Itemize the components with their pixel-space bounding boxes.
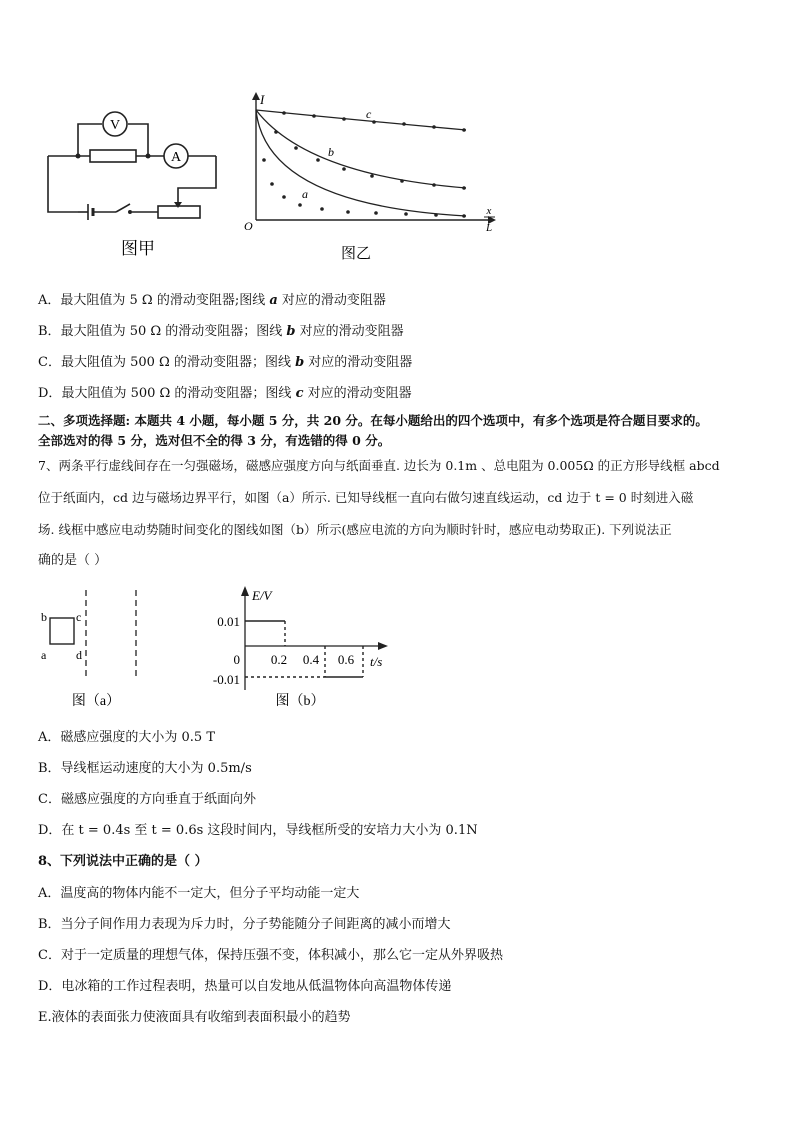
q6-option-d[interactable]: D．最大阻值为 500 Ω 的滑动变阻器；图线 c 对应的滑动变阻器 [38, 386, 412, 401]
figure-caption-jia: 图甲 [121, 239, 155, 258]
svg-text:0.6: 0.6 [337, 652, 355, 667]
svg-text:b: b [41, 610, 47, 624]
ammeter [164, 144, 188, 168]
circuit-diagram-jia [40, 100, 230, 270]
q7-stem-line1: 7、两条平行虚线间存在一匀强磁场，磁感应强度方向与纸面垂直. 边长为 0.1m 、总电阻为 0.005Ω 的正方形导线框 abcd [38, 458, 720, 473]
q7-stem-line2: 位于纸面内，cd 边与磁场边界平行，如图（a）所示. 已知导线框一直向右做匀速直线运动，cd 边于 t = 0 时刻进入磁 [38, 490, 694, 505]
voltmeter [103, 112, 127, 136]
q8-stem: 8、下列说法中正确的是（ ） [38, 854, 208, 869]
figure-b-emf-graph [200, 580, 400, 715]
svg-text:a: a [41, 648, 47, 662]
q7-option-b[interactable]: B．导线框运动速度的大小为 0.5m/s [38, 761, 252, 776]
figure-caption-yi: 图乙 [340, 246, 372, 262]
y-axis-label: I [260, 92, 265, 107]
curve-label-a: a [302, 187, 308, 201]
q7-option-a[interactable]: A．磁感应强度的大小为 0.5 T [38, 730, 215, 745]
q6-option-a[interactable]: A．最大阻值为 5 Ω 的滑动变阻器;图线 a 对应的滑动变阻器 [38, 293, 386, 308]
svg-text:A: A [170, 150, 182, 165]
svg-text:d: d [76, 648, 82, 662]
q8-option-d[interactable]: D．电冰箱的工作过程表明，热量可以自发地从低温物体向高温物体传递 [38, 979, 452, 994]
svg-text:-0.01: -0.01 [212, 672, 240, 687]
x-axis-denominator: L [485, 222, 493, 234]
svg-text:0.01: 0.01 [217, 614, 240, 629]
q8-option-b[interactable]: B．当分子间作用力表现为斥力时，分子势能随分子间距离的减小而增大 [38, 917, 451, 932]
svg-text:0.2: 0.2 [270, 652, 288, 667]
q6-option-b[interactable]: B．最大阻值为 50 Ω 的滑动变阻器；图线 b 对应的滑动变阻器 [38, 324, 404, 339]
x-axis-numerator: x [486, 205, 492, 217]
svg-text:0.4: 0.4 [302, 652, 320, 667]
q8-option-e[interactable]: E.液体的表面张力使液面具有收缩到表面积最小的趋势 [38, 1010, 351, 1025]
q7-stem-line4: 确的是（ ） [38, 553, 108, 568]
q7-stem-line3: 场. 线框中感应电动势随时间变化的图线如图（b）所示(感应电流的方向为顺时针时，感应电动势取正). 下列说法正 [38, 522, 672, 537]
q8-option-c[interactable]: C．对于一定质量的理想气体，保持压强不变，体积减小，那么它一定从外界吸热 [38, 948, 503, 963]
svg-text:c: c [76, 610, 82, 624]
figure-caption-b: 图（b） [275, 694, 325, 709]
curve-label-c: c [366, 107, 372, 121]
origin-label: O [244, 219, 253, 233]
x-axis-label-b: t/s [370, 654, 383, 669]
figure-caption-a: 图（a） [71, 694, 121, 709]
graph-yi [236, 90, 506, 270]
curve-label-b: b [328, 145, 334, 159]
section2-line2: 全部选对的得 5 分，选对但不全的得 3 分，有选错的得 0 分。 [38, 433, 391, 448]
q8-option-a[interactable]: A．温度高的物体内能不一定大，但分子平均动能一定大 [38, 886, 360, 901]
q7-option-d[interactable]: D．在 t = 0.4s 至 t = 0.6s 这段时间内，导线框所受的安培力大小为 0.1N [38, 823, 478, 838]
q7-option-c[interactable]: C．磁感应强度的方向垂直于纸面向外 [38, 792, 256, 807]
curve-b [256, 110, 466, 188]
svg-text:V: V [109, 118, 121, 133]
svg-text:0: 0 [233, 652, 240, 667]
y-axis-label-b: E/V [252, 588, 272, 603]
figure-a-square-loop [36, 585, 166, 715]
section2-line1: 二、多项选择题: 本题共 4 小题，每小题 5 分，共 20 分。在每小题给出的四个选项中，有多个选项是符合题目要求的。 [38, 413, 708, 428]
q6-option-c[interactable]: C．最大阻值为 500 Ω 的滑动变阻器；图线 b 对应的滑动变阻器 [38, 355, 413, 370]
